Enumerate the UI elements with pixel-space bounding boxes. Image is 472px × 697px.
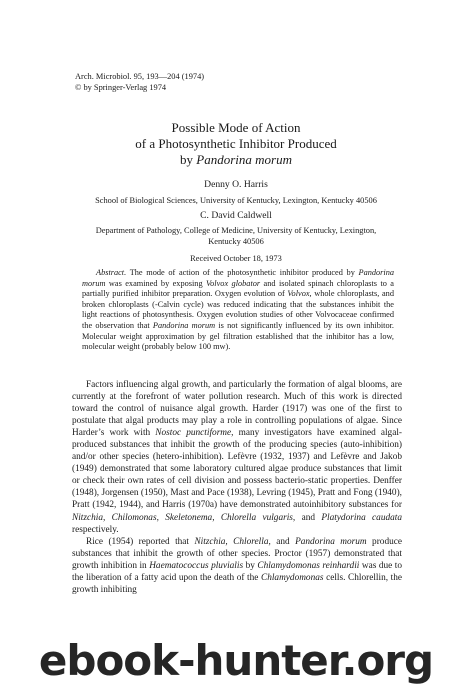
- author-2-affiliation-line-1: Department of Pathology, College of Medicine, University of Kentucky, Lexington,: [95, 226, 377, 235]
- title-line-2: of a Photosynthetic Inhibitor Produced: [135, 136, 337, 151]
- abstract-text: The mode of action of the photosynthetic inhibitor produced by: [126, 268, 359, 277]
- body-paragraph-1: [72, 379, 402, 536]
- abstract: [82, 268, 394, 353]
- body-text-run: Rice (1954) reported that: [86, 536, 195, 547]
- body-text-run: Factors influencing algal growth, and particularly the formation of algal blooms, are currently at the forefront of water pollution research. Much of this work is directed toward the control of nuisance algal growth. Harder (1917) was one of the first to postulate that algal products may play a role in controlling populations of algae. Since Harder’s work with: [72, 380, 402, 439]
- abstract-species: Pandorina morum: [152, 320, 216, 330]
- title-line-3: [0, 152, 472, 168]
- title-species: Pandorina morum: [196, 152, 292, 167]
- body-text-run: cells. Chlorellin, the growth inhibiting: [72, 572, 402, 595]
- received-date: Received October 18, 1973: [190, 254, 282, 263]
- author-2-name: C. David Caldwell: [200, 210, 272, 221]
- paper-title: [0, 120, 472, 168]
- abstract-text: was examined by exposing: [105, 278, 207, 288]
- copyright-line: © by Springer-Verlag 1974: [75, 83, 167, 92]
- body-text: [72, 379, 402, 596]
- body-species: Chlamydomonas reinhardii: [257, 560, 360, 571]
- body-species: Nitzchia, Chlorella,: [194, 536, 271, 547]
- body-text-run: produce substances that inhibit the growth of other species. Proctor (1957) demonstrated that growth inhibition in: [72, 536, 402, 571]
- body-text-run: many investigators have examined algal-produced substances that inhibit the growth of the producing species (auto-inhibition) and/or other species (hetero-inhibition). Lefèvre (1932, 1937) and Lefèvre and Jakob (1949) demonstrated that some laboratory cultured algae produce substances that limit or check their own rates of cell division and possess bacterio-static properties. Denffer (1948), Jorgensen (1950), Mast and Pace (1938), Levring (1945), Pratt and Fong (1940), Pratt (1942, 1944), and Harris (1970a) have demonstrated autoinhibitory substances for: [72, 428, 403, 511]
- body-species: Nitzchia, Chilomonas, Skeletonema, Chlorella vulgaris,: [72, 512, 296, 523]
- body-species: Chlamydomonas: [261, 572, 324, 583]
- body-species: Haematococcus pluvialis: [149, 560, 244, 571]
- body-text-run: was due to the liberation of a fatty acid upon the death of the: [72, 560, 402, 583]
- body-species: Platydorina caudata: [321, 512, 402, 523]
- title-line-3-prefix: by: [180, 152, 197, 167]
- abstract-label: Abstract.: [96, 268, 127, 277]
- abstract-species: Pandorina morum: [82, 268, 394, 288]
- abstract-text: is not significantly influenced by its own inhibitor. Molecular weight approximation by gel filtration established that the inhibitor has a low, molecular weight (probably below 100 mw).: [82, 320, 395, 352]
- body-text-run: respectively.: [72, 524, 119, 535]
- author-1-name: Denny O. Harris: [204, 179, 268, 190]
- body-species: Nostoc punctiforme,: [155, 428, 234, 439]
- body-paragraph-2: [72, 536, 402, 596]
- body-text-run: by: [243, 560, 258, 571]
- body-species: Pandorina morum: [295, 536, 367, 547]
- title-line-1: Possible Mode of Action: [171, 120, 301, 135]
- body-text-run: and: [270, 536, 296, 547]
- author-1-affiliation: School of Biological Sciences, University of Kentucky, Lexington, Kentucky 40506: [95, 196, 377, 205]
- journal-line: Arch. Microbiol. 95, 193—204 (1974): [75, 72, 205, 81]
- journal-citation: [75, 71, 204, 93]
- abstract-text: and isolated spinach chloroplasts to a partially purified inhibitor preparation. Oxygen evolution of: [82, 278, 394, 299]
- author-2-affiliation-line-2: Kentucky 40506: [208, 237, 264, 246]
- watermark-text: ebook-hunter.org: [0, 636, 472, 686]
- abstract-species: Volvox globator: [206, 278, 261, 288]
- abstract-species: Volvox,: [287, 289, 312, 299]
- author-2-affiliation: [60, 225, 412, 247]
- abstract-text: whole chloroplasts, and broken chloroplasts (-Calvin cycle) was reduced indicating that the substances inhibit the light reactions of photosynthesis. Oxygen evolution studies of other Volvocaceae confirmed the observation that: [82, 289, 394, 330]
- body-text-run: and: [295, 512, 322, 523]
